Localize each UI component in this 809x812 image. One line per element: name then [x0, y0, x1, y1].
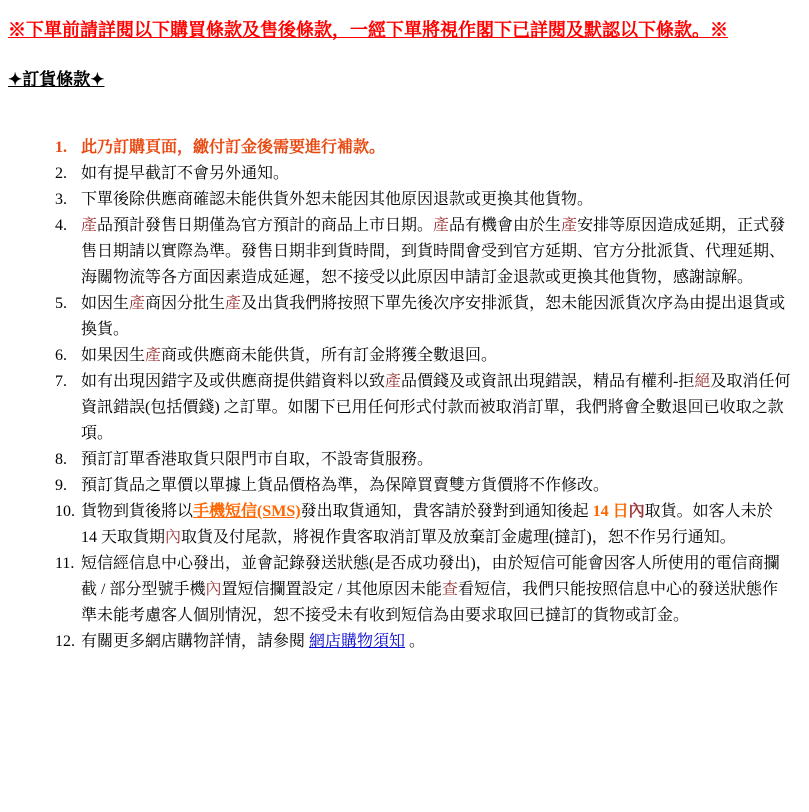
highlighted-text-segment: 產	[225, 295, 242, 312]
text-segment: 貨物到貨後將以	[81, 503, 194, 520]
text-segment: 如因生	[81, 295, 130, 312]
text-segment: 品有機會由於生	[449, 217, 562, 234]
highlighted-text-segment: 產	[145, 347, 162, 364]
term-number: 8.	[55, 451, 67, 468]
term-text	[81, 213, 791, 291]
term-number: 1.	[55, 139, 67, 156]
term-number: 7.	[55, 373, 67, 390]
highlighted-text-segment: 查	[441, 581, 458, 598]
term-text	[81, 343, 791, 369]
shop-notice-link[interactable]: 網店購物須知	[309, 633, 406, 650]
term-item-9	[55, 473, 791, 499]
term-text	[81, 369, 791, 447]
term-number: 10.	[55, 503, 75, 520]
term-text	[81, 135, 791, 161]
term-item-4	[55, 213, 791, 291]
order-terms-title: ✦訂貨條款✦	[8, 70, 105, 89]
text-segment: 取貨及付尾款，將視作貴客取消訂單及放棄訂金處理(撻訂)，恕不作另行通知。	[181, 529, 736, 546]
term-text	[81, 629, 791, 655]
term-number: 12.	[55, 633, 75, 650]
text-segment: 此乃訂購頁面，繳付訂金後需要進行補款。	[81, 139, 386, 156]
term-number: 9.	[55, 477, 67, 494]
term-item-10	[55, 499, 791, 551]
text-segment: 安排等原因造成延期，正式發售日期請以實際為準。發售日期非到貨時間，到貨時間會受到官方延期、官方分批派貨、代理延期、海關物流等各方面因素造成延遲，恕不接受以此原因申請訂金退款或更換其他貨物，感謝諒解。	[81, 217, 786, 286]
highlighted-text-segment: 產	[385, 373, 402, 390]
term-item-5	[55, 291, 791, 343]
term-item-7	[55, 369, 791, 447]
highlighted-text-segment: 內	[165, 529, 182, 546]
term-number: 11.	[55, 555, 75, 572]
term-text	[81, 473, 791, 499]
term-item-2	[55, 161, 791, 187]
term-number: 3.	[55, 191, 67, 208]
term-number: 5.	[55, 295, 67, 312]
text-segment: 及出貨我們將按照下單先後次序安排派貨，恕未能因派貨次序為由提出退貨或換貨。	[81, 295, 786, 338]
text-segment: 取貨。如客人未於 14 天取貨期	[81, 503, 773, 546]
text-segment: 品價錢及或資訊出現錯誤，精品有權利-拒	[401, 373, 695, 390]
text-segment: 及取消任何資訊錯誤(包括價錢) 之訂單。如閣下已用任何形式付款而被取消訂單，我們將會全數退回已收取之款項。	[81, 373, 791, 442]
highlighted-text-segment: 產	[129, 295, 146, 312]
text-segment: 看短信，我們只能按照信息中心的發送狀態作準未能考慮客人個別情況，恕不接受未有收到短信為由要求取回已撻訂的貨物或訂金。	[81, 581, 778, 624]
highlighted-text-segment: 產	[433, 217, 450, 234]
term-text	[81, 499, 791, 551]
term-text	[81, 551, 791, 629]
term-item-6	[55, 343, 791, 369]
text-segment: 商或供應商未能供貨，所有訂金將獲全數退回。	[161, 347, 498, 364]
terms-list	[8, 135, 799, 655]
highlighted-text-segment: 14 日	[592, 503, 629, 520]
text-segment: 如果因生	[81, 347, 146, 364]
text-segment: 商因分批生	[145, 295, 226, 312]
term-number: 6.	[55, 347, 67, 364]
term-item-8	[55, 447, 791, 473]
text-segment: 如有提早截訂不會另外通知。	[81, 165, 290, 182]
highlighted-text-segment: 內	[628, 503, 645, 520]
text-segment: 。	[405, 633, 426, 650]
term-text	[81, 291, 791, 343]
text-segment: 置短信攔置設定 / 其他原因未能	[221, 581, 442, 598]
term-text	[81, 447, 791, 473]
term-item-12	[55, 629, 791, 655]
highlighted-text-segment: 內	[205, 581, 222, 598]
highlighted-text-segment: 絕	[694, 373, 711, 390]
purchase-notice-header: ※下單前請詳閱以下購買條款及售後條款，一經下單將視作閣下已詳閱及默認以下條款。※	[8, 20, 728, 40]
text-segment: 預訂貨品之單價以單據上貨品價格為準，為保障買賣雙方貨價將不作修改。	[81, 477, 610, 494]
text-segment: 有關更多網店購物詳情，請參閱	[81, 633, 310, 650]
highlighted-text-segment: 產	[81, 217, 98, 234]
text-segment: 品預計發售日期僅為官方預計的商品上市日期。	[97, 217, 434, 234]
term-item-3	[55, 187, 791, 213]
term-number: 4.	[55, 217, 67, 234]
term-item-1	[55, 135, 791, 161]
term-item-11	[55, 551, 791, 629]
highlighted-text-segment: 產	[561, 217, 578, 234]
term-text	[81, 187, 791, 213]
text-segment: 發出取貨通知，貴客請於發對到通知後起	[300, 503, 593, 520]
highlighted-text-segment: 手機短信(SMS)	[193, 503, 301, 520]
term-text	[81, 161, 791, 187]
text-segment: 短信經信息中心發出，並會記錄發送狀態(是否成功發出)，由於短信可能會因客人所使用的電信商攔截 / 部分型號手機	[81, 555, 780, 598]
term-number: 2.	[55, 165, 67, 182]
text-segment: 預訂訂單香港取貨只限門市自取，不設寄貨服務。	[81, 451, 434, 468]
text-segment: 如有出現因錯字及或供應商提供錯資料以致	[81, 373, 386, 390]
text-segment: 下單後除供應商確認未能供貨外恕未能因其他原因退款或更換其他貨物。	[81, 191, 594, 208]
